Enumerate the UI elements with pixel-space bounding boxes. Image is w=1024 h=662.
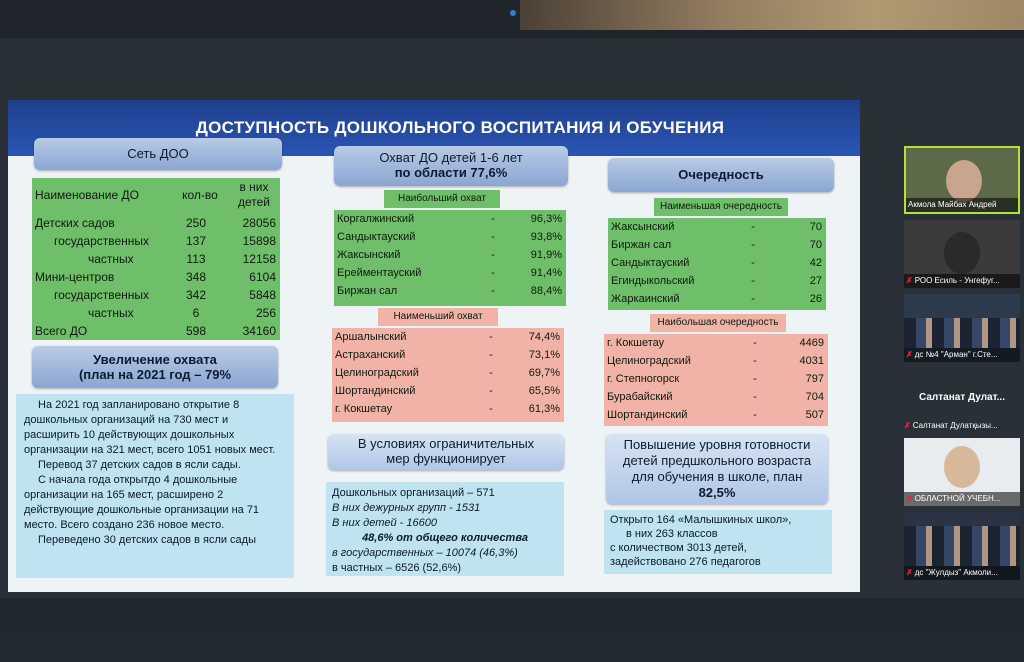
network-row <box>32 250 280 268</box>
most-queue-row <box>604 406 828 424</box>
network-row-count: 342 <box>185 288 207 302</box>
least-queue-row-val: 26 <box>809 293 822 305</box>
most-coverage-row-pct: 88,4% <box>530 285 562 297</box>
col-children: в них детей <box>237 180 270 209</box>
network-row-count: 113 <box>186 252 206 266</box>
network-row <box>32 214 280 232</box>
least-coverage-row <box>332 364 564 382</box>
readiness-line1: Повышение уровня готовности <box>623 437 811 452</box>
network-row <box>32 322 280 340</box>
network-row-name: государственных <box>54 234 150 248</box>
least-coverage-row-pct: 65,5% <box>528 385 560 397</box>
most-queue-row-name: Бурабайский <box>607 391 673 403</box>
most-queue-row-dash: - <box>753 337 757 349</box>
least-queue-row-dash: - <box>751 293 755 305</box>
least-coverage-row <box>332 328 564 346</box>
restrict-line2: мер функционирует <box>386 451 506 466</box>
network-row-name: Всего ДО <box>35 324 88 338</box>
network-row-count: 598 <box>185 324 207 338</box>
least-queue-row-val: 70 <box>809 221 822 233</box>
most-queue-row <box>604 334 828 352</box>
network-row <box>32 268 280 286</box>
least-queue-label: Наименьшая очередность <box>654 198 788 216</box>
least-coverage-row-name: Астраханский <box>335 349 406 361</box>
most-coverage-row <box>334 210 566 228</box>
participant-tile-3[interactable] <box>904 294 1020 362</box>
increase-heading-line1: Увеличение охвата <box>93 352 217 367</box>
participant-video <box>904 318 1020 348</box>
schools-stats <box>604 510 832 574</box>
most-queue-label: Наибольшая очередность <box>650 314 786 332</box>
stat-1: Дошкольных организаций – 571 <box>332 487 495 499</box>
most-coverage-row-pct: 93,8% <box>530 231 562 243</box>
network-row <box>32 304 280 322</box>
participant-video <box>904 526 1020 566</box>
participant-video <box>944 446 980 488</box>
mic-muted-icon: ✗ <box>906 568 913 577</box>
stat-5: в государственных – 10074 (46,3%) <box>332 547 518 559</box>
least-queue-row-name: Биржан сал <box>611 239 672 251</box>
participant-name: Салтанат Дулатқызы... <box>912 421 998 430</box>
participant-name: ✗ ОБЛАСТНОЙ УЧЕБН... <box>904 492 1020 506</box>
least-queue-row <box>608 290 826 308</box>
mic-muted-icon: ✗ <box>906 350 913 359</box>
network-row-children: 15898 <box>242 234 276 248</box>
mic-muted-icon: ✗ <box>904 421 911 430</box>
least-queue-row-val: 70 <box>809 239 822 251</box>
least-queue-row-name: Жаксынский <box>611 221 675 233</box>
most-coverage-label: Наибольший охват <box>384 190 500 208</box>
network-row-count: 137 <box>185 234 207 248</box>
most-queue-row-dash: - <box>753 355 757 367</box>
least-coverage-row-name: г. Кокшетау <box>335 403 393 415</box>
participant-tile-4[interactable] <box>904 388 1020 408</box>
most-queue-row-val: 797 <box>805 373 824 385</box>
participant-video <box>946 160 982 202</box>
restrict-stats <box>326 482 564 576</box>
readiness-heading <box>606 434 828 504</box>
readiness-line3: для обучения в школе, план <box>631 469 803 484</box>
network-row-count: 348 <box>185 270 207 284</box>
network-row <box>32 286 280 304</box>
least-coverage-row-name: Шортандинский <box>335 385 416 397</box>
most-coverage-row <box>334 282 566 300</box>
most-coverage-row-name: Ерейментауский <box>337 267 422 279</box>
most-coverage-row <box>334 246 566 264</box>
most-coverage-row-dash: - <box>491 267 495 279</box>
network-row-name: государственных <box>54 288 150 302</box>
most-queue-row-val: 4469 <box>799 337 824 349</box>
increase-heading <box>32 346 278 388</box>
least-coverage-row-dash: - <box>489 367 493 379</box>
most-queue-row <box>604 352 828 370</box>
participant-tile-1[interactable] <box>904 146 1020 214</box>
most-coverage-row-dash: - <box>491 249 495 261</box>
least-coverage-row <box>332 382 564 400</box>
least-queue-row-val: 27 <box>809 275 822 287</box>
network-row-children: 256 <box>255 306 276 320</box>
participant-name: ✗ дс №4 "Арман" г.Сте... <box>904 348 1020 362</box>
most-coverage-row-name: Сандыктауский <box>337 231 416 243</box>
coverage-heading-line2: по области 77,6% <box>394 165 508 180</box>
least-coverage-label: Наименьший охват <box>378 308 498 326</box>
least-queue-row-dash: - <box>751 239 755 251</box>
most-coverage-row <box>334 264 566 282</box>
participant-name: ✗ РОО Есиль - Унгефуг... <box>904 274 1020 288</box>
least-coverage-row-pct: 73,1% <box>528 349 560 361</box>
increase-text <box>16 394 294 578</box>
most-queue-row-name: г. Кокшетау <box>607 337 665 349</box>
most-coverage-row-pct: 91,4% <box>530 267 562 279</box>
network-row-count: 6 <box>192 306 200 320</box>
increase-p2: Перевод 37 детских садов в ясли сады. <box>38 459 241 471</box>
background-wall <box>520 0 1024 30</box>
network-heading: Сеть ДОО <box>34 138 282 170</box>
most-coverage-row <box>334 228 566 246</box>
increase-p3: С начала года открытдо 4 дошкольные организации на 165 мест, расширено 2 действующие дошкольные организации на 71 место. Всего создано 236 новое место. <box>24 474 260 531</box>
least-queue-row-dash: - <box>751 275 755 287</box>
least-queue-row-name: Жаркаинский <box>611 293 680 305</box>
stat-3: В них детей - 16600 <box>332 517 437 529</box>
least-queue-row-val: 42 <box>809 257 822 269</box>
least-coverage-row-dash: - <box>489 349 493 361</box>
network-row <box>32 232 280 250</box>
least-coverage-row-pct: 69,7% <box>528 367 560 379</box>
participant-name: ✗ дс "Жулдыз" Акмоли... <box>904 566 1020 580</box>
participant-tile-2[interactable] <box>904 220 1020 288</box>
network-row-children: 34160 <box>242 324 276 338</box>
schools-1: Открыто 164 «Малышкиных школ», <box>610 514 792 526</box>
coverage-heading <box>334 146 568 186</box>
least-queue-row-name: Сандыктауский <box>611 257 690 269</box>
least-queue-row <box>608 272 826 290</box>
least-queue-row-name: Егиндыкольский <box>611 275 695 287</box>
network-row-count: 250 <box>185 216 207 230</box>
stat-4: 48,6% от общего количества <box>362 532 528 544</box>
most-coverage-table <box>334 210 566 306</box>
least-queue-row-dash: - <box>751 257 755 269</box>
participant-name: Акмола Майбах Андрей <box>906 198 1018 212</box>
coverage-heading-line1: Охват ДО детей 1-6 лет <box>379 150 523 165</box>
least-coverage-row-dash: - <box>489 331 493 343</box>
network-row-name: частных <box>88 306 134 320</box>
most-queue-row <box>604 388 828 406</box>
restrict-heading <box>328 434 564 470</box>
most-queue-row <box>604 370 828 388</box>
participant-tile-7[interactable] <box>904 512 1020 580</box>
network-row-name: Детских садов <box>35 216 115 230</box>
readiness-line2: детей предшкольного возраста <box>622 453 812 468</box>
least-queue-row <box>608 218 826 236</box>
least-queue-row <box>608 254 826 272</box>
network-row-children: 6104 <box>249 270 276 284</box>
most-queue-row-dash: - <box>753 391 757 403</box>
least-coverage-row-dash: - <box>489 385 493 397</box>
least-queue-table <box>608 218 826 310</box>
most-queue-row-dash: - <box>753 373 757 385</box>
most-queue-row-val: 704 <box>805 391 824 403</box>
mic-muted-icon: ✗ <box>906 276 913 285</box>
network-row-name: Мини-центров <box>35 270 115 284</box>
stat-2: В них дежурных групп - 1531 <box>332 502 481 514</box>
most-queue-row-val: 4031 <box>799 355 824 367</box>
participant-video <box>944 232 980 274</box>
most-queue-row-dash: - <box>753 409 757 421</box>
least-queue-row-dash: - <box>751 221 755 233</box>
most-queue-row-name: г. Степногорск <box>607 373 680 385</box>
col-name: Наименование ДО <box>35 188 139 202</box>
slide-title: ДОСТУПНОСТЬ ДОШКОЛЬНОГО ВОСПИТАНИЯ И ОБУЧЕНИЯ <box>195 118 725 137</box>
mic-muted-icon: ✗ <box>906 494 913 503</box>
readiness-line4: 82,5% <box>698 485 736 500</box>
schools-2: в них 263 классов <box>626 528 718 540</box>
least-coverage-row-dash: - <box>489 403 493 415</box>
increase-heading-line2: (план на 2021 год – 79% <box>78 367 232 382</box>
least-coverage-row <box>332 400 564 418</box>
participant-tile-5[interactable] <box>904 418 1020 434</box>
network-row-children: 28056 <box>242 216 276 230</box>
most-coverage-row-pct: 91,9% <box>530 249 562 261</box>
most-coverage-row-dash: - <box>491 213 495 225</box>
participant-name: Салтанат Дулат... <box>919 392 1005 403</box>
least-queue-row <box>608 236 826 254</box>
least-coverage-row <box>332 346 564 364</box>
queue-heading: Очередность <box>608 158 834 192</box>
most-coverage-row-dash: - <box>491 231 495 243</box>
most-coverage-row-name: Жаксынский <box>337 249 401 261</box>
least-coverage-row-name: Аршалынский <box>335 331 407 343</box>
schools-4: задействовано 276 педагогов <box>610 556 761 568</box>
increase-p1: На 2021 год запланировано открытие 8 дошкольных организаций на 730 мест и расширить 10 действующих дошкольных организации на 321 мест, всего 1051 новых мест. <box>24 399 276 456</box>
least-coverage-row-pct: 61,3% <box>528 403 560 415</box>
network-row-children: 12158 <box>242 252 276 266</box>
col-count: кол-во <box>182 188 218 202</box>
most-coverage-row-pct: 96,3% <box>530 213 562 225</box>
most-queue-row-val: 507 <box>805 409 824 421</box>
increase-p4: Переведено 30 детских садов в ясли сады <box>38 534 257 546</box>
stat-6: в частных – 6526 (52,6%) <box>332 562 462 574</box>
network-rows <box>32 214 280 340</box>
most-queue-row-name: Шортандинский <box>607 409 688 421</box>
most-coverage-row-dash: - <box>491 285 495 297</box>
network-row-children: 5848 <box>249 288 276 302</box>
network-table-header <box>32 178 280 214</box>
most-queue-row-name: Целиноградский <box>607 355 691 367</box>
most-queue-table <box>604 334 828 426</box>
network-row-name: частных <box>88 252 134 266</box>
restrict-line1: В условиях ограничительных <box>357 436 535 451</box>
network-table <box>32 178 280 340</box>
most-coverage-row-name: Коргалжинский <box>337 213 415 225</box>
most-coverage-row-name: Биржан сал <box>337 285 398 297</box>
participant-tile-6[interactable] <box>904 438 1020 506</box>
camera-indicator <box>510 10 516 16</box>
schools-3: с количеством 3013 детей, <box>610 542 747 554</box>
least-coverage-row-name: Целиноградский <box>335 367 419 379</box>
least-coverage-table <box>332 328 564 422</box>
least-coverage-row-pct: 74,4% <box>528 331 560 343</box>
